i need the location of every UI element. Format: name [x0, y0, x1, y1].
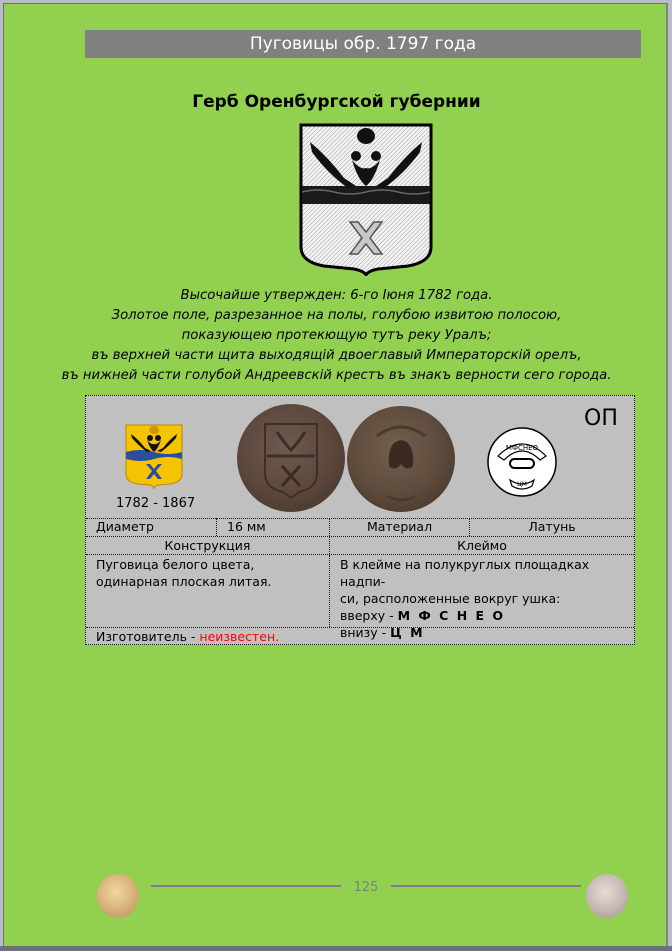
mark-header: Клеймо	[329, 537, 634, 554]
mark-top-label: вверху -	[340, 608, 398, 623]
button-front-emblem-icon	[237, 404, 345, 512]
maker-info	[86, 628, 634, 644]
button-code-label: ОП	[584, 406, 618, 431]
description-line: показующею протекющую тутъ реку Уралъ;	[181, 328, 492, 343]
material-label: Материал	[329, 518, 469, 536]
mark-bottom-label: внизу -	[340, 625, 391, 640]
hallmark-drawing	[486, 426, 558, 498]
mark-bottom-value: Ц М	[390, 625, 425, 640]
mark-top-line	[340, 607, 634, 624]
maker-row	[86, 628, 634, 644]
description-line: въ верхней части щита выходящiй двоеглавый Императорскiй орелъ,	[91, 348, 582, 363]
description-line: въ нижней части голубой Андреевскiй крестъ въ знакъ верности сего города.	[61, 368, 612, 383]
mark-description	[329, 555, 634, 640]
button-back-photo	[347, 406, 455, 512]
description-line: Высочайше утвержден: 6-го Iюня 1782 года.	[180, 288, 493, 303]
button-info-card	[85, 395, 635, 645]
mark-text-line: В клейме на полукруглых площадках надпи-	[340, 557, 590, 589]
stamp-top-text: МФСНЕО	[505, 444, 539, 452]
diameter-label: Диаметр	[96, 519, 154, 534]
section-headers-row	[86, 537, 634, 555]
section-title: Герб Оренбургской губернии	[192, 92, 481, 112]
footer-divider-right	[391, 885, 581, 887]
coat-of-arms-color-icon	[125, 424, 183, 490]
years-label: 1782 - 1867	[116, 496, 196, 511]
page-number: 125	[353, 880, 379, 895]
coat-of-arms-description	[4, 286, 669, 386]
footer-divider-left	[151, 885, 341, 887]
stamp-bottom-text: ЦМ	[517, 481, 527, 488]
mark-text-line: си, расположенные вокруг ушка:	[340, 591, 561, 606]
footer-monogram-button-image	[586, 874, 628, 918]
construction-text: Пуговица белого цвета, одинарная плоская литая.	[96, 557, 272, 589]
construction-header: Конструкция	[164, 538, 251, 553]
button-shank-icon	[347, 406, 455, 512]
material-value: Латунь	[469, 518, 634, 536]
button-front-photo	[237, 404, 345, 512]
mark-top-value: М Ф С Н Е О	[397, 608, 506, 623]
footer-eagle-button-image	[97, 874, 139, 918]
card-images-area	[86, 396, 634, 519]
coat-of-arms-large-image	[298, 122, 434, 276]
maker-label: Изготовитель -	[96, 629, 200, 644]
page	[3, 3, 668, 947]
page-header: Пуговицы обр. 1797 года	[85, 30, 641, 58]
page-bottom-shadow	[0, 946, 672, 951]
specs-row	[86, 518, 634, 537]
diameter-value: 16 мм	[216, 518, 329, 536]
maker-value: неизвестен.	[199, 629, 280, 644]
description-line: Золотое поле, разрезанное на полы, голубою извитою полосою,	[111, 308, 562, 323]
